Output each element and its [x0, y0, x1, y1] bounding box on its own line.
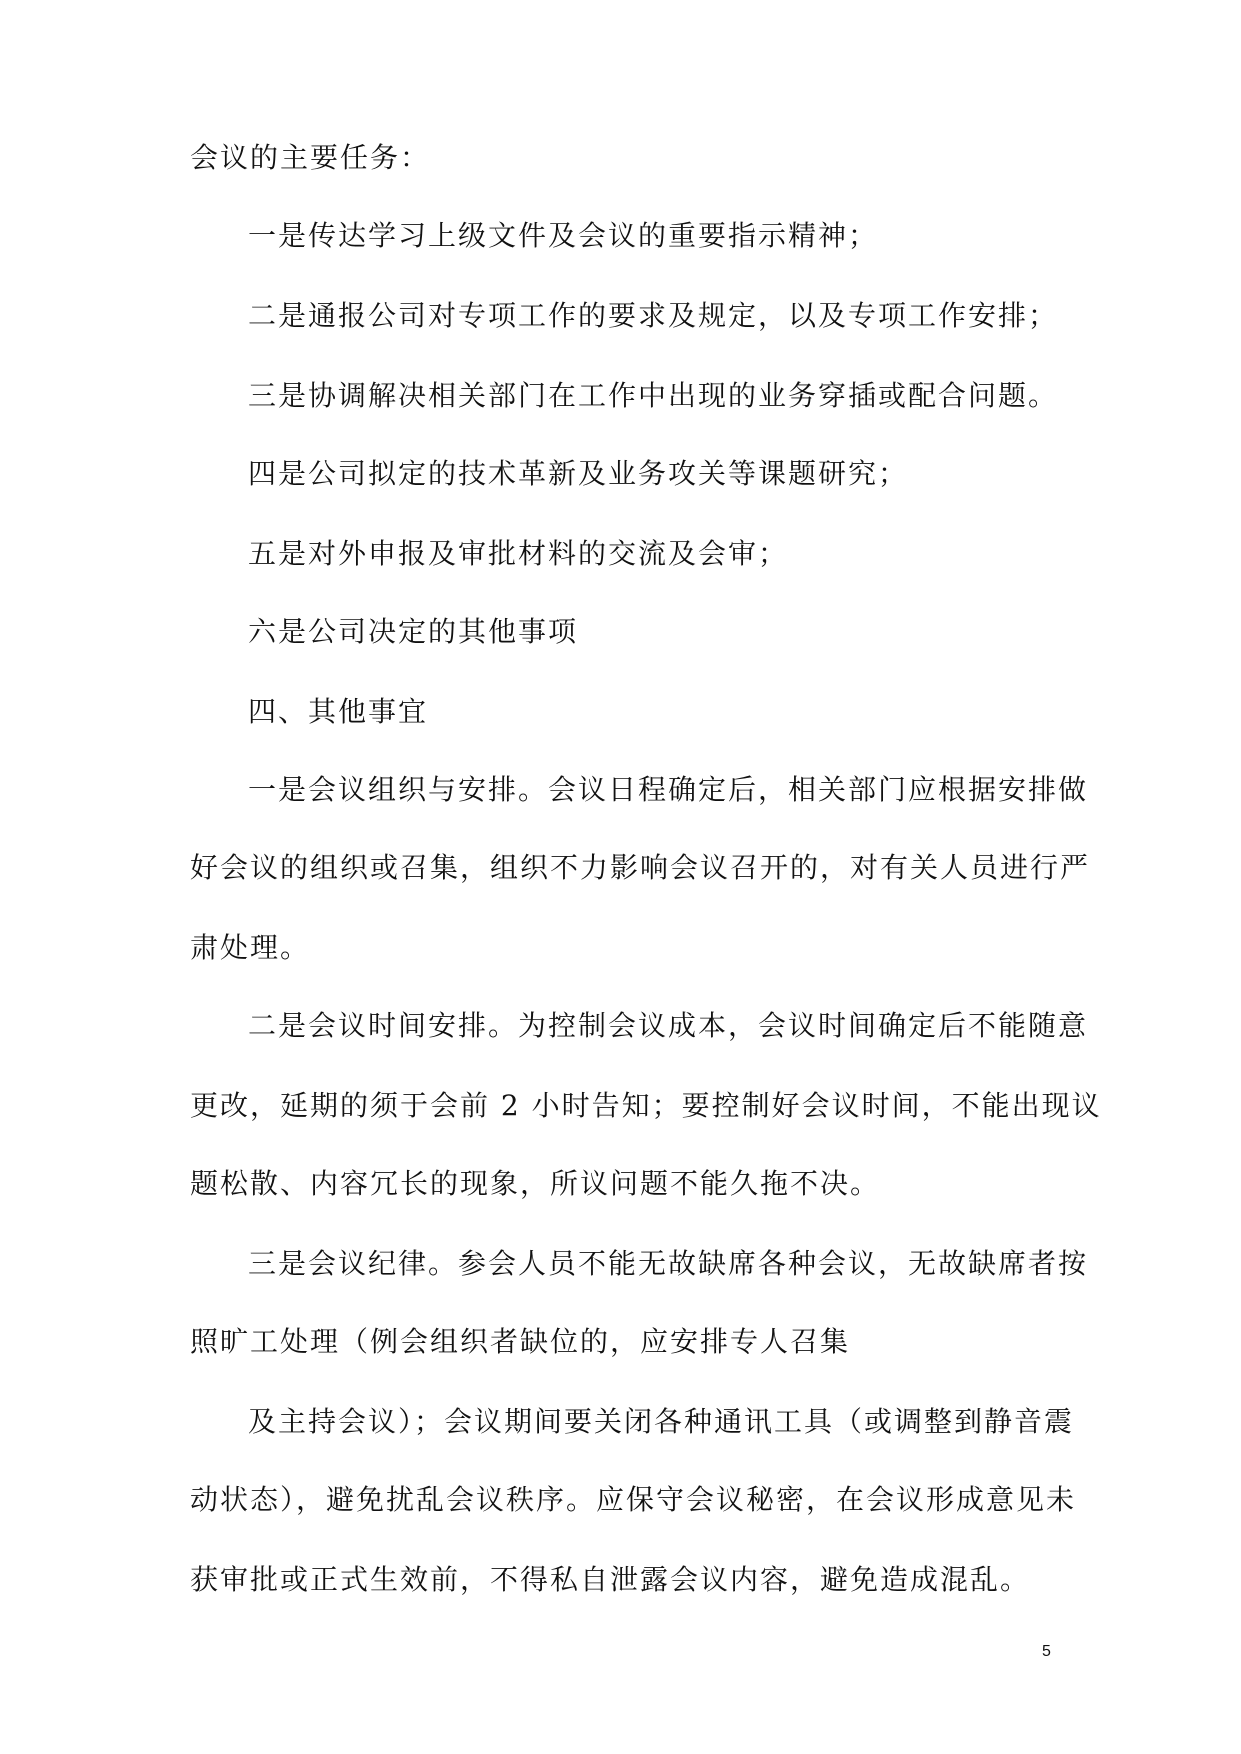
text-line: 获审批或正式生效前，不得私自泄露会议内容，避免造成混乱。 — [190, 1563, 1031, 1596]
text-line: 三是协调解决相关部门在工作中出现的业务穿插或配合问题。 — [248, 379, 1059, 412]
text-line: 一是会议组织与安排。会议日程确定后，相关部门应根据安排做 — [248, 773, 1089, 806]
page-number: 5 — [1042, 1643, 1051, 1660]
text-line: 更改，延期的须于会前 2 小时告知；要控制好会议时间，不能出现议 — [190, 1089, 1102, 1122]
text-line: 一是传达学习上级文件及会议的重要指示精神； — [248, 219, 879, 252]
text-line: 动状态），避免扰乱会议秩序。应保守会议秘密，在会议形成意见未 — [190, 1483, 1077, 1516]
text-line: 三是会议纪律。参会人员不能无故缺席各种会议，无故缺席者按 — [248, 1247, 1089, 1280]
text-line: 五是对外申报及审批材料的交流及会审； — [248, 537, 789, 570]
section-heading: 四、其他事宜 — [248, 695, 429, 728]
text-line: 及主持会议）；会议期间要关闭各种通讯工具（或调整到静音震 — [248, 1405, 1075, 1438]
text-line: 肃处理。 — [190, 931, 311, 964]
text-line: 好会议的组织或召集，组织不力影响会议召开的，对有关人员进行严 — [190, 851, 1091, 884]
text-line: 题松散、内容冗长的现象，所议问题不能久拖不决。 — [190, 1167, 881, 1200]
text-line: 二是会议时间安排。为控制会议成本，会议时间确定后不能随意 — [248, 1009, 1089, 1042]
text-line: 二是通报公司对专项工作的要求及规定，以及专项工作安排； — [248, 299, 1059, 332]
text-line: 四是公司拟定的技术革新及业务攻关等课题研究； — [248, 457, 909, 490]
text-line: 照旷工处理（例会组织者缺位的，应安排专人召集 — [190, 1325, 851, 1358]
text-line: 会议的主要任务： — [190, 141, 431, 174]
text-line: 六是公司决定的其他事项 — [248, 615, 579, 648]
